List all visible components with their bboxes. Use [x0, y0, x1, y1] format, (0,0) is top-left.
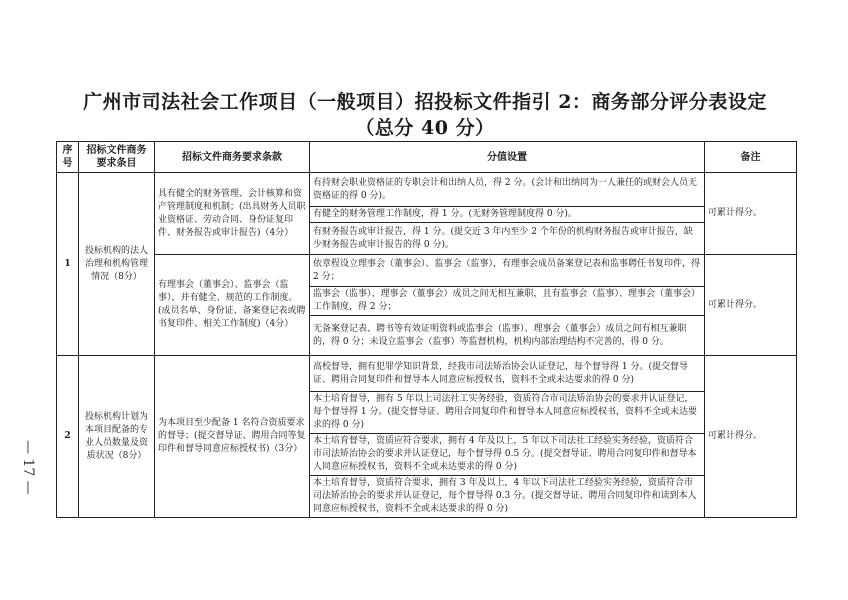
row-2-score-4: 本土培育督导，资质符合要求，拥有 3 年及以上，4 年以下司法社工经验实务经验，资质符合市司法矫治协会的要求并认证登记，每个督导得 0.3 分。(提交督导证、聘用合同复印件和读到本人同意应标授权书，资料不全或未达要求的得 0 分): [310, 476, 705, 518]
row-1-item: 投标机构的法人治理和机构管理情况（8分）: [79, 173, 155, 356]
header-note: 备注: [705, 142, 797, 173]
table-row: [57, 255, 797, 287]
row-1-group-1-req: 具有健全的财务管理、会计核算和资产管理制度和机制；(出具财务人员职业资格证、劳动合同、身份证复印件、财务报告或审计报告)（4分）: [155, 173, 310, 255]
row-1-group-1-note: 可累计得分。: [705, 173, 797, 255]
page-number: [18, 440, 38, 500]
table-row: [57, 173, 797, 207]
row-1-group-2-score-2: 监事会（监事）、理事会（董事会）成员之间无相互兼职，且有监事会（监事）、理事会（董事会）工作制度，得 2 分；: [310, 287, 705, 316]
row-1-group-2-score-1: 依章程设立理事会（董事会）、监事会（监事），有理事会成员备案登记表和监事聘任书复印件，得 2 分；: [310, 255, 705, 287]
row-2-score-2: 本土培育督导，拥有 5 年以上司法社工实务经验，资质符合市司法矫治协会的要求并认证登记，每个督导得 1 分。(提交督导证、聘用合同复印件和督导本人同意应标授权书，资料不全或未达要求的得 0 分): [310, 392, 705, 434]
row-1-group-2-req: 有理事会（董事会）、监事会（监事），并有健全、规范的工作制度。(成员名单、身份证、备案登记表或聘书复印件、相关工作制度)（4分）: [155, 255, 310, 356]
row-2-score-3: 本土培育督导，资质应符合要求，拥有 4 年及以上，5 年以下司法社工经验实务经验，资质符合市司法矫治协会的要求并认证登记，每个督导得 0.5 分。(提交督导证、聘用合同复印件和督导本人同意应标授权书，资料不全或未达要求的得 0 分): [310, 434, 705, 476]
table-header-row: [57, 142, 797, 173]
row-1-group-1-score-3: 有财务报告或审计报告，得 1 分。(提交近 3 年内至少 2 个年份的机构财务报告或审计报告，缺少财务报告或审计报告的得 0 分)。: [310, 223, 705, 255]
row-2-item: 投标机构计划为本项目配备的专业人员数量及资质状况（8分）: [79, 356, 155, 518]
table-row: [57, 356, 797, 392]
title-line-2: （总分 40 分）: [355, 117, 495, 139]
row-1-group-1-score-2: 有健全的财务管理工作制度，得 1 分。(无财务管理制度得 0 分)。: [310, 207, 705, 223]
page-number-text: — 17 —: [20, 440, 36, 495]
page-title: [60, 89, 790, 141]
header-req: 招标文件商务要求条款: [155, 142, 310, 173]
row-2-seq: 2: [57, 356, 79, 518]
row-1-group-1-score-1: 有持财会职业资格证的专职会计和出纳人员，得 2 分。(会计和出纳同为一人兼任的或财会人员无资格证的得 0 分)。: [310, 173, 705, 207]
scoring-table: [56, 141, 797, 518]
header-score: 分值设置: [310, 142, 705, 173]
row-1-group-2-score-3: 无备案登记表、聘书等有效证明资料或监事会（监事）、理事会（董事会）成员之间有相互兼职的，得 0 分；未设立监事会（监事）等监督机构，机构内部治理结构不完善的，得 0 分。: [310, 316, 705, 356]
title-line-1: 广州市司法社会工作项目（一般项目）招投标文件指引 2：商务部分评分表设定: [83, 91, 767, 113]
header-item: 招标文件商务要求条目: [79, 142, 155, 173]
row-1-seq: 1: [57, 173, 79, 356]
header-seq: 序号: [57, 142, 79, 173]
row-2-score-1: 高校督导，拥有犯罪学知识背景，经我市司法矫治协会认证登记，每个督导得 1 分。(提交督导证、聘用合同复印件和督导本人同意应标授权书，资料不全或未达要求的得 0 分): [310, 356, 705, 392]
row-1-group-2-note: 可累计得分。: [705, 255, 797, 356]
row-2-group-1-note: 可累计得分。: [705, 356, 797, 518]
row-2-group-1-req: 为本项目至少配备 1 名符合资质要求的督导；(提交督导证、聘用合同等复印件和督导同意应标授权书)（3分）: [155, 356, 310, 518]
